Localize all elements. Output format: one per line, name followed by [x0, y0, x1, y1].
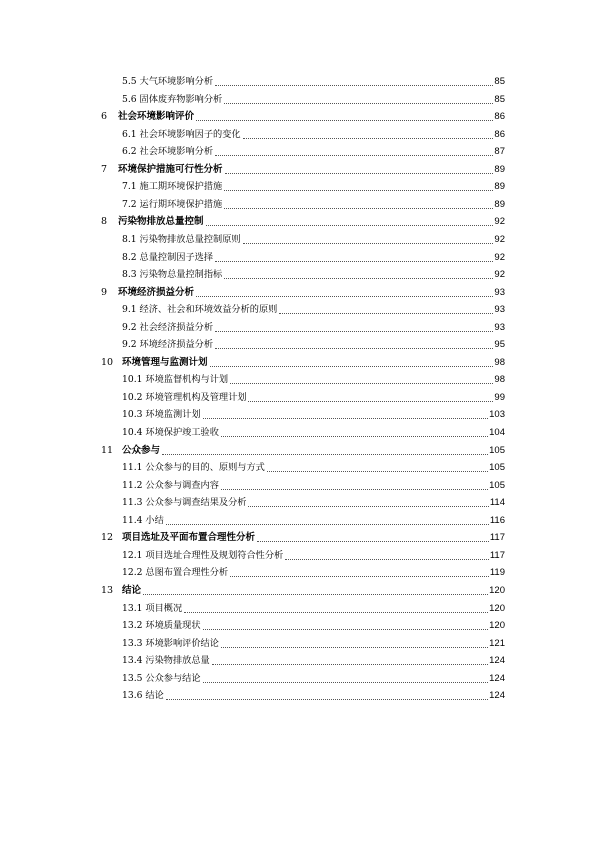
toc-page-number: 89: [494, 163, 505, 175]
toc-section-row[interactable]: [122, 688, 505, 702]
toc-section-row[interactable]: [122, 601, 505, 615]
toc-entry-title: 13.1 项目概况: [122, 602, 183, 614]
toc-page-number: 98: [494, 356, 505, 368]
toc-entry-title: 9.2 社会经济损益分析: [122, 321, 214, 333]
toc-chapter-number: 8: [101, 216, 108, 228]
toc-chapter-number: 10: [101, 356, 114, 368]
toc-chapter-row[interactable]: [101, 214, 505, 228]
toc-entry-title: 8.2 总量控制因子选择: [122, 251, 214, 263]
toc-section-row[interactable]: [122, 495, 505, 509]
toc-entry-title: 污染物排放总量控制: [118, 216, 204, 228]
toc-dot-leader: [143, 594, 488, 595]
toc-page-number: 116: [489, 514, 505, 526]
toc-section-row[interactable]: [122, 671, 505, 685]
toc-entry-title: 环境经济损益分析: [118, 286, 195, 298]
toc-chapter-number: 13: [101, 584, 114, 596]
toc-chapter-row[interactable]: [101, 443, 505, 457]
toc-page-number: 120: [489, 620, 505, 632]
toc-chapter-row[interactable]: [101, 285, 505, 299]
toc-chapter-row[interactable]: [101, 109, 505, 123]
toc-entry-title: 10.1 环境监督机构与计划: [122, 374, 229, 386]
toc-entry-title: 5.6 固体废弃物影响分析: [122, 93, 223, 105]
toc-page-number: 119: [489, 567, 505, 579]
toc-dot-leader: [221, 489, 488, 490]
toc-chapter-row[interactable]: [101, 530, 505, 544]
toc-dot-leader: [285, 559, 489, 560]
toc-dot-leader: [196, 296, 493, 297]
toc-entry-title: 公众参与: [122, 444, 161, 456]
toc-page-number: 105: [489, 479, 505, 491]
toc-section-row[interactable]: [122, 320, 505, 334]
toc-section-row[interactable]: [122, 92, 505, 106]
toc-dot-leader: [224, 103, 493, 104]
toc-dot-leader: [225, 173, 494, 174]
toc-page-number: 85: [494, 93, 505, 105]
toc-dot-leader: [203, 629, 489, 630]
toc-dot-leader: [215, 85, 493, 86]
toc-chapter-number: 6: [101, 111, 108, 123]
toc-entry-title: 13.3 环境影响评价结论: [122, 637, 219, 649]
toc-entry-title: 6.1 社会环境影响因子的变化: [122, 128, 241, 140]
toc-page-number: 105: [489, 462, 505, 474]
toc-dot-leader: [196, 120, 493, 121]
toc-page-number: 105: [489, 444, 505, 456]
toc-section-row[interactable]: [122, 653, 505, 667]
toc-chapter-number: 9: [101, 286, 108, 298]
toc-dot-leader: [166, 524, 489, 525]
toc-page-number: 92: [494, 251, 505, 263]
toc-entry-title: 10.2 环境管理机构及管理计划: [122, 391, 247, 403]
toc-page-number: 89: [494, 181, 505, 193]
toc-page-number: 124: [489, 672, 505, 684]
toc-page-number: 114: [489, 497, 505, 509]
toc-dot-leader: [243, 138, 494, 139]
toc-entry-title: 13.2 环境质量现状: [122, 620, 201, 632]
toc-dot-leader: [215, 348, 493, 349]
toc-page-number: 95: [494, 339, 505, 351]
toc-entry-title: 6.2 社会环境影响分析: [122, 146, 214, 158]
toc-dot-leader: [224, 278, 493, 279]
toc-section-row[interactable]: [122, 179, 505, 193]
toc-dot-leader: [221, 436, 488, 437]
toc-dot-leader: [224, 208, 493, 209]
toc-section-row[interactable]: [122, 232, 505, 246]
toc-page-number: 93: [494, 304, 505, 316]
toc-page-number: 124: [489, 655, 505, 667]
toc-section-row[interactable]: [122, 337, 505, 351]
toc-entry-title: 7.1 施工期环境保护措施: [122, 181, 223, 193]
toc-page-number: 85: [494, 76, 505, 87]
toc-page-number: 124: [489, 690, 505, 702]
toc-section-row[interactable]: [122, 513, 505, 527]
toc-dot-leader: [184, 612, 488, 613]
toc-section-row[interactable]: [122, 636, 505, 650]
toc-chapter-number: 12: [101, 532, 114, 544]
toc-chapter-row[interactable]: [101, 583, 505, 597]
toc-entry-title: 项目选址及平面布置合理性分析: [122, 532, 256, 544]
toc-entry-title: 11.3 公众参与调查结果及分析: [122, 497, 247, 509]
toc-section-row[interactable]: [122, 144, 505, 158]
toc-dot-leader: [166, 699, 488, 700]
toc-section-row[interactable]: [122, 478, 505, 492]
toc-dot-leader: [243, 243, 494, 244]
toc-dot-leader: [215, 155, 493, 156]
toc-dot-leader: [215, 261, 493, 262]
toc-dot-leader: [203, 682, 489, 683]
toc-page-number: 89: [494, 198, 505, 210]
toc-section-row[interactable]: [122, 250, 505, 264]
toc-entry-title: 环境管理与监测计划: [122, 356, 208, 368]
toc-section-row[interactable]: [122, 267, 505, 281]
toc-dot-leader: [257, 541, 489, 542]
toc-section-row[interactable]: [122, 425, 505, 439]
toc-entry-title: 5.5 大气环境影响分析: [122, 76, 214, 87]
toc-section-row[interactable]: [122, 565, 505, 579]
toc-entry-title: 9.1 经济、社会和环境效益分析的原则: [122, 304, 278, 316]
toc-dot-leader: [224, 190, 493, 191]
toc-entry-title: 结论: [122, 584, 142, 596]
toc-page-number: 117: [489, 549, 505, 561]
toc-chapter-row[interactable]: [101, 355, 505, 369]
toc-entry-title: 11.4 小结: [122, 514, 164, 526]
toc-section-row[interactable]: [122, 407, 505, 421]
toc-page-number: 121: [489, 637, 505, 649]
toc-entry-title: 12.2 总图布置合理性分析: [122, 567, 229, 579]
toc-dot-leader: [267, 471, 488, 472]
toc-section-row[interactable]: [122, 127, 505, 141]
toc-dot-leader: [279, 313, 493, 314]
toc-dot-leader: [221, 647, 488, 648]
toc-section-row[interactable]: [122, 197, 505, 211]
toc-dot-leader: [212, 664, 488, 665]
toc-dot-leader: [162, 454, 488, 455]
toc-page-number: 87: [494, 146, 505, 158]
toc-entry-title: 10.3 环境监测计划: [122, 409, 201, 421]
toc-entry-title: 8.3 污染物总量控制指标: [122, 269, 223, 281]
toc-page-number: 92: [494, 269, 505, 281]
toc-entry-title: 13.6 结论: [122, 690, 164, 702]
toc-page-number: 93: [494, 321, 505, 333]
toc-page-number: 104: [489, 427, 505, 438]
toc-page-number: 103: [489, 409, 505, 421]
toc-page-number: 86: [494, 111, 505, 123]
toc-page-number: 98: [494, 374, 505, 386]
toc-chapter-number: 11: [101, 444, 114, 456]
toc-entry-title: 环境保护措施可行性分析: [118, 163, 223, 175]
toc-section-row[interactable]: [122, 618, 505, 632]
toc-dot-leader: [206, 225, 494, 226]
toc-chapter-row[interactable]: [101, 162, 505, 176]
toc-page-number: 86: [494, 128, 505, 140]
toc-page-number: 92: [494, 216, 505, 228]
toc-page-number: 93: [494, 286, 505, 298]
toc-dot-leader: [230, 576, 489, 577]
toc-entry-title: 12.1 项目选址合理性及规划符合性分析: [122, 549, 284, 561]
toc-entry-title: 11.1 公众参与的目的、原则与方式: [122, 462, 265, 474]
toc-section-row[interactable]: [122, 548, 505, 562]
toc-entry-title: 8.1 污染物排放总量控制原则: [122, 233, 241, 245]
toc-entry-title: 社会环境影响评价: [118, 111, 195, 123]
toc-section-row[interactable]: [122, 390, 505, 404]
toc-entry-title: 13.4 污染物排放总量: [122, 655, 210, 667]
toc-entry-title: 13.5 公众参与结论: [122, 672, 201, 684]
toc-page-number: 120: [489, 584, 505, 596]
toc-page-number: 117: [489, 532, 505, 544]
toc-section-row[interactable]: [122, 460, 505, 474]
toc-entry-title: 11.2 公众参与调查内容: [122, 479, 219, 491]
toc-dot-leader: [210, 366, 494, 367]
toc-page-number: 99: [494, 391, 505, 403]
toc-page-number: 120: [489, 602, 505, 614]
toc-dot-leader: [215, 331, 493, 332]
toc-dot-leader: [230, 383, 493, 384]
toc-dot-leader: [203, 418, 489, 419]
toc-entry-title: 9.2 环境经济损益分析: [122, 339, 214, 351]
toc-page-number: 92: [494, 233, 505, 245]
toc-entry-title: 10.4 环境保护竣工验收: [122, 427, 219, 438]
toc-section-row[interactable]: [122, 372, 505, 386]
toc-dot-leader: [248, 506, 488, 507]
toc-section-row[interactable]: [122, 302, 505, 316]
toc-section-row[interactable]: [122, 74, 505, 88]
toc-chapter-number: 7: [101, 163, 108, 175]
toc-dot-leader: [248, 401, 493, 402]
toc-entry-title: 7.2 运行期环境保护措施: [122, 198, 223, 210]
